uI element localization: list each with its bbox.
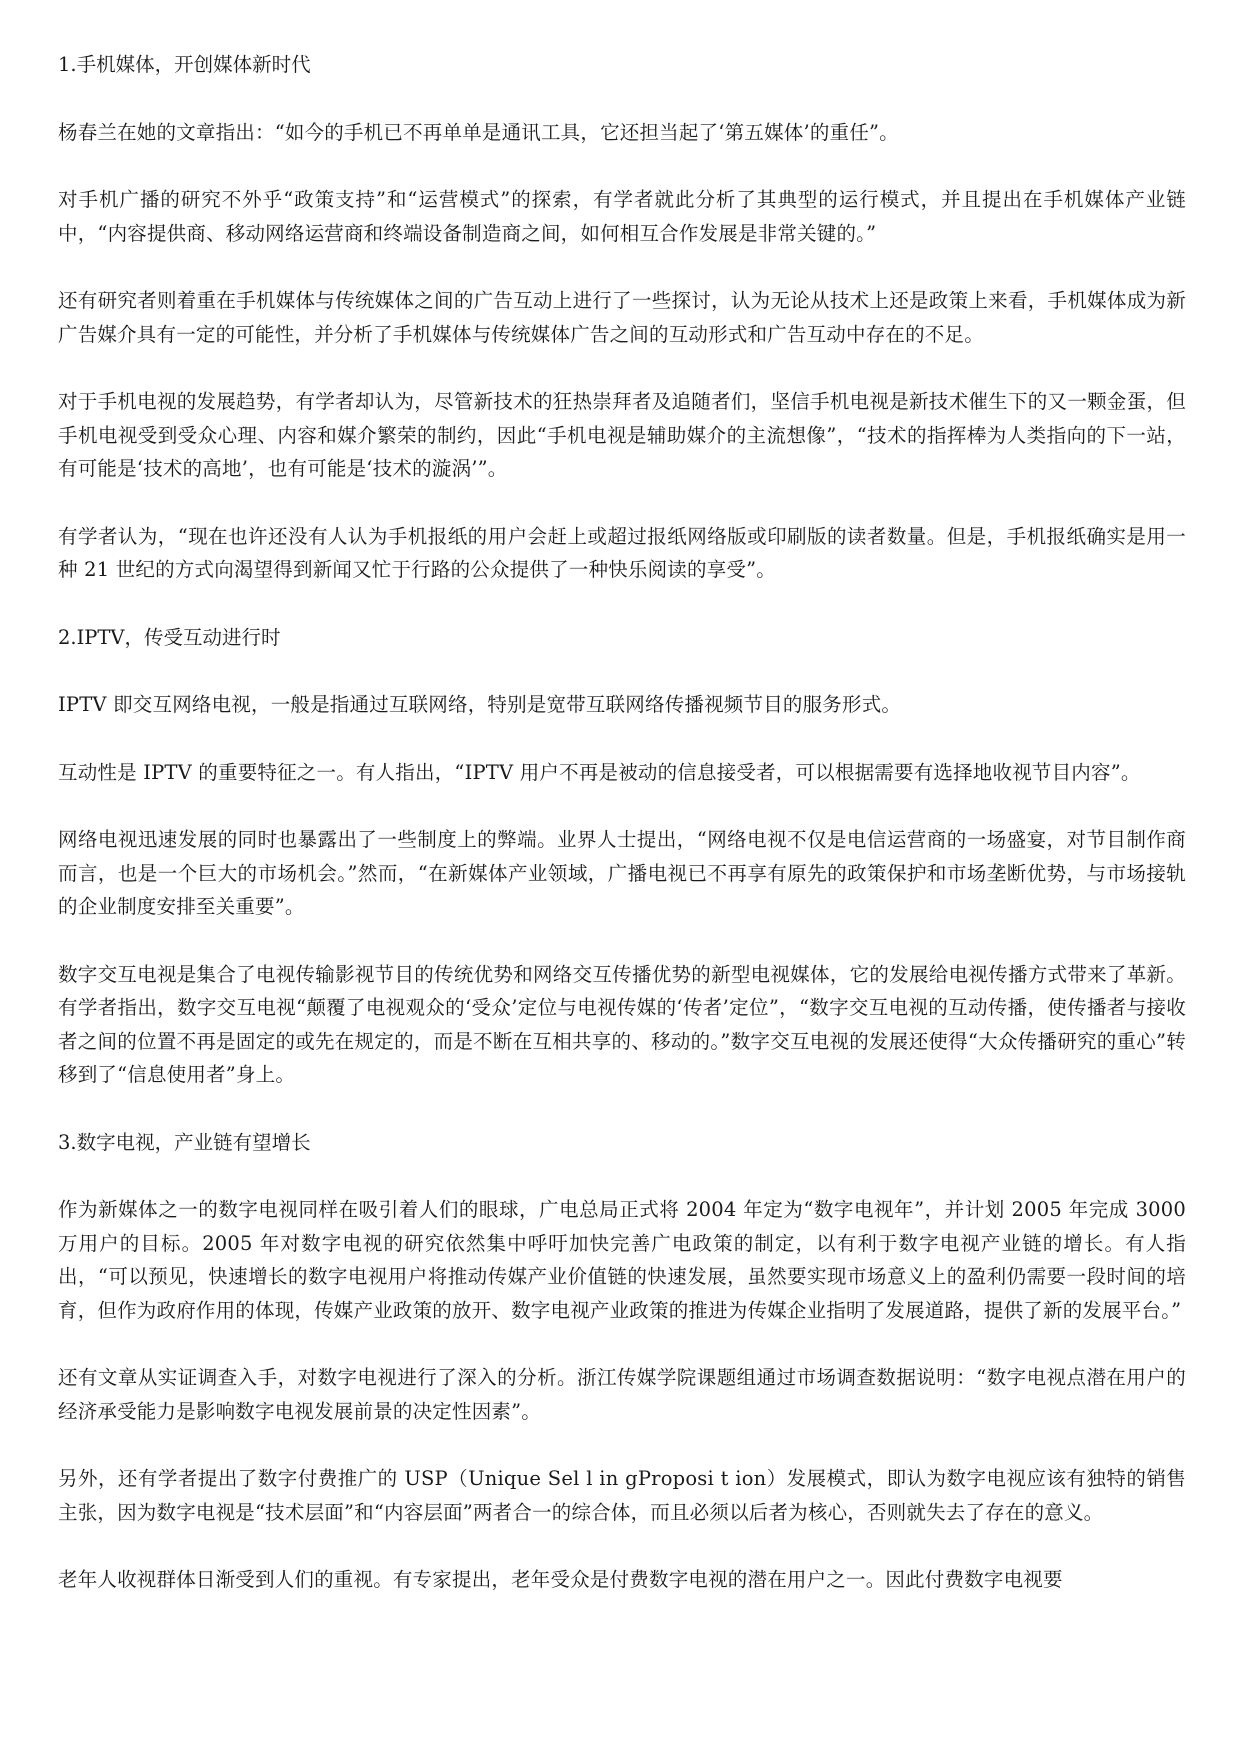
paragraph: IPTV 即交互网络电视，一般是指通过互联网络，特别是宽带互联网络传播视频节目的服务形式。 [58, 693, 902, 716]
section-heading-digital-tv: 3.数字电视，产业链有望增长 [58, 1130, 311, 1154]
paragraph: 还有文章从实证调查入手，对数字电视进行了深入的分析。浙江传媒学院课题组通过市场调查数据说明：“数字电视点潜在用户的经济承受能力是影响数字电视发展前景的决定性因素”。 [58, 1366, 1186, 1423]
paragraph: 老年人收视群体日渐受到人们的重视。有专家提出，老年受众是付费数字电视的潜在用户之一。因此付费数字电视要 [58, 1568, 1063, 1591]
paragraph: 网络电视迅速发展的同时也暴露出了一些制度上的弊端。业界人士提出，“网络电视不仅是电信运营商的一场盛宴，对节目制作商而言，也是一个巨大的市场机会。”然而，“在新媒体产业领域，广播电视已不再享有原先的政策保护和市场垄断优势，与市场接轨的企业制度安排至关重要”。 [58, 828, 1186, 918]
paragraph: 杨春兰在她的文章指出：“如今的手机已不再单单是通讯工具，它还担当起了‘第五媒体’的重任”。 [58, 120, 899, 144]
paragraph: 有学者认为，“现在也许还没有人认为手机报纸的用户会赶上或超过报纸网络版或印刷版的读者数量。但是，手机报纸确实是用一种 21 世纪的方式向渴望得到新闻又忙于行路的公众提供了一种快乐阅读的享受”。 [58, 524, 1186, 581]
paragraph: 对手机广播的研究不外乎“政策支持”和“运营模式”的探索，有学者就此分析了其典型的运行模式，并且提出在手机媒体产业链中，“内容提供商、移动网络运营商和终端设备制造商之间，如何相互合作发展是非常关键的。” [58, 188, 1186, 245]
paragraph: 互动性是 IPTV 的重要特征之一。有人指出，“IPTV 用户不再是被动的信息接受者，可以根据需要有选择地收视节目内容”。 [58, 760, 1141, 784]
paragraph: 还有研究者则着重在手机媒体与传统媒体之间的广告互动上进行了一些探讨，认为无论从技术上还是政策上来看，手机媒体成为新广告媒介具有一定的可能性，并分析了手机媒体与传统媒体广告之间的互动形式和广告互动中存在的不足。 [58, 289, 1186, 346]
paragraph: 作为新媒体之一的数字电视同样在吸引着人们的眼球，广电总局正式将 2004 年定为“数字电视年”，并计划 2005 年完成 3000 万用户的目标。2005 年对数字电视的研究依然集中呼吁加快完善广电政策的制定，以有利于数字电视产业链的增长。有人指出，“可以预见，快速增长的数字电视用户将推动传媒产业价值链的快速发展，虽然要实现市场意义上的盈利仍需要一段时间的培育，但作为政府作用的体现，传媒产业政策的放开、数字电视产业政策的推进为传媒企业指明了发展道路，提供了新的发展平台。” [58, 1198, 1186, 1322]
paragraph: 数字交互电视是集合了电视传输影视节目的传统优势和网络交互传播优势的新型电视媒体，它的发展给电视传播方式带来了革新。有学者指出，数字交互电视“颠覆了电视观众的‘受众’定位与电视传媒的‘传者’定位”，“数字交互电视的互动传播，使传播者与接收者之间的位置不再是固定的或先在规定的，而是不断在互相共享的、移动的。”数字交互电视的发展还使得“大众传播研究的重心”转移到了“信息使用者”身上。 [58, 962, 1186, 1086]
paragraph: 另外，还有学者提出了数字付费推广的 USP（Unique Sel l in gProposi t ion）发展模式，即认为数字电视应该有独特的销售主张，因为数字电视是“技术层面”和“内容层面”两者合一的综合体，而且必须以后者为核心，否则就失去了存在的意义。 [58, 1467, 1186, 1524]
section-heading-iptv: 2.IPTV，传受互动进行时 [58, 625, 281, 649]
paragraph: 对于手机电视的发展趋势，有学者却认为，尽管新技术的狂热崇拜者及追随者们，坚信手机电视是新技术催生下的又一颗金蛋，但手机电视受到受众心理、内容和媒介繁荣的制约，因此“手机电视是辅助媒介的主流想像”，“技术的指挥棒为人类指向的下一站，有可能是‘技术的高地’，也有可能是‘技术的漩涡’”。 [58, 390, 1186, 480]
document-page [58, 48, 1186, 1631]
section-heading-mobile-media: 1.手机媒体，开创媒体新时代 [58, 53, 311, 76]
